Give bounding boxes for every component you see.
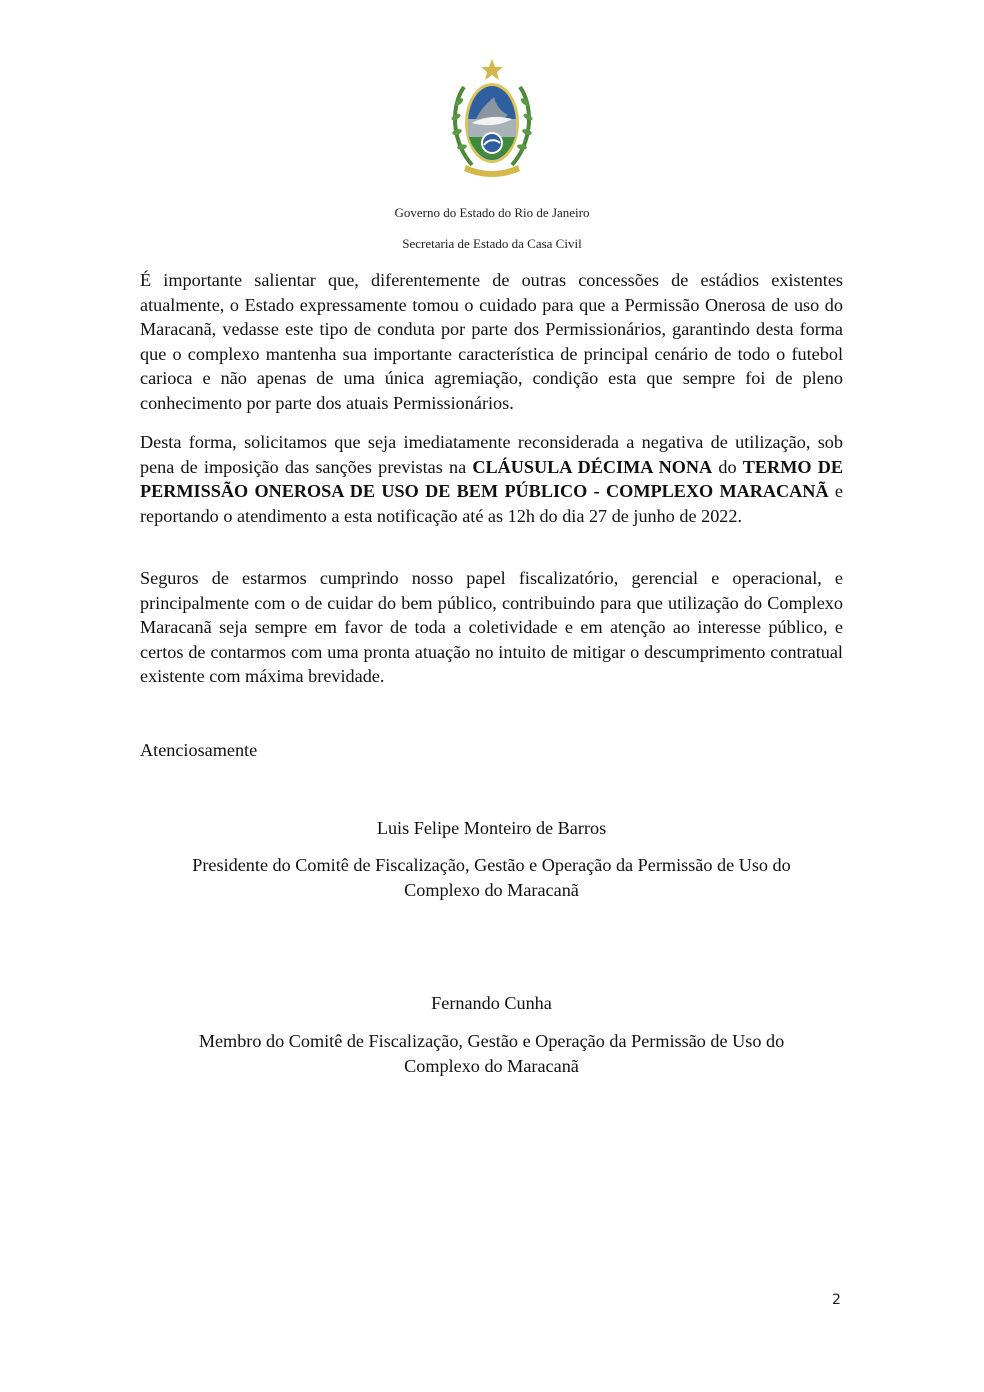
paragraph-2-text-3: e reportando o atendimento a esta notificação até as 12h do dia 27 de junho de 2022. bbox=[140, 481, 843, 526]
signatory-1-name: Luis Felipe Monteiro de Barros bbox=[376, 818, 607, 838]
clause-reference: CLÁUSULA DÉCIMA NONA bbox=[472, 456, 713, 477]
signatory-2-name: Fernando Cunha bbox=[431, 993, 552, 1013]
header-government-name: Governo do Estado do Rio de Janeiro bbox=[394, 205, 590, 220]
page-number: 2 bbox=[832, 1292, 841, 1308]
coat-of-arms-icon bbox=[442, 57, 542, 183]
closing-salutation: Atenciosamente bbox=[140, 740, 258, 760]
contract-title: TERMO DE PERMISSÃO ONEROSA DE USO DE BEM PÚBLICO - COMPLEXO MARACANÃ bbox=[140, 456, 843, 502]
body-paragraph-2 bbox=[140, 430, 843, 528]
signatory-2-title-line-2: Complexo do Maracanã bbox=[404, 1055, 579, 1076]
signatory-1-title bbox=[140, 853, 843, 902]
signatory-1-title-line-1: Presidente do Comitê de Fiscalização, Gestão e Operação da Permissão de Uso do bbox=[192, 855, 791, 875]
signatory-2-title bbox=[140, 1029, 843, 1078]
signatory-1-title-line-2: Complexo do Maracanã bbox=[404, 879, 579, 900]
paragraph-2-text-2: do bbox=[712, 456, 743, 477]
body-paragraph-1: É importante salientar que, diferentemente de outras concessões de estádios existentes atualmente, o Estado expressamente tomou o cuidado para que a Permissão Onerosa de uso do Maracanã, vedasse este tipo de conduta por parte dos Permissionários, garantindo desta forma que o complexo mantenha sua importante característica de principal cenário de todo o futebol carioca e não apenas de uma única agremiação, condição esta que sempre foi de pleno conhecimento por parte dos atuais Permissionários. bbox=[140, 270, 843, 413]
signatory-2-title-line-1: Membro do Comitê de Fiscalização, Gestão e Operação da Permissão de Uso do bbox=[198, 1031, 785, 1051]
paragraph-2-text-1: Desta forma, solicitamos que seja imediatamente reconsiderada a negativa de utilização, sob pena de imposição das sanções previstas na bbox=[140, 432, 843, 477]
header-secretariat-name: Secretaria de Estado da Casa Civil bbox=[402, 236, 582, 251]
body-paragraph-3: Seguros de estarmos cumprindo nosso papel fiscalizatório, gerencial e operacional, e principalmente com o de cuidar do bem público, contribuindo para que utilização do Complexo Maracanã seja sempre em favor de toda a coletividade e em atenção ao interesse público, e certos de contarmos com uma pronta atuação no intuito de mitigar o descumprimento contratual existente com máxima brevidade. bbox=[140, 568, 843, 687]
